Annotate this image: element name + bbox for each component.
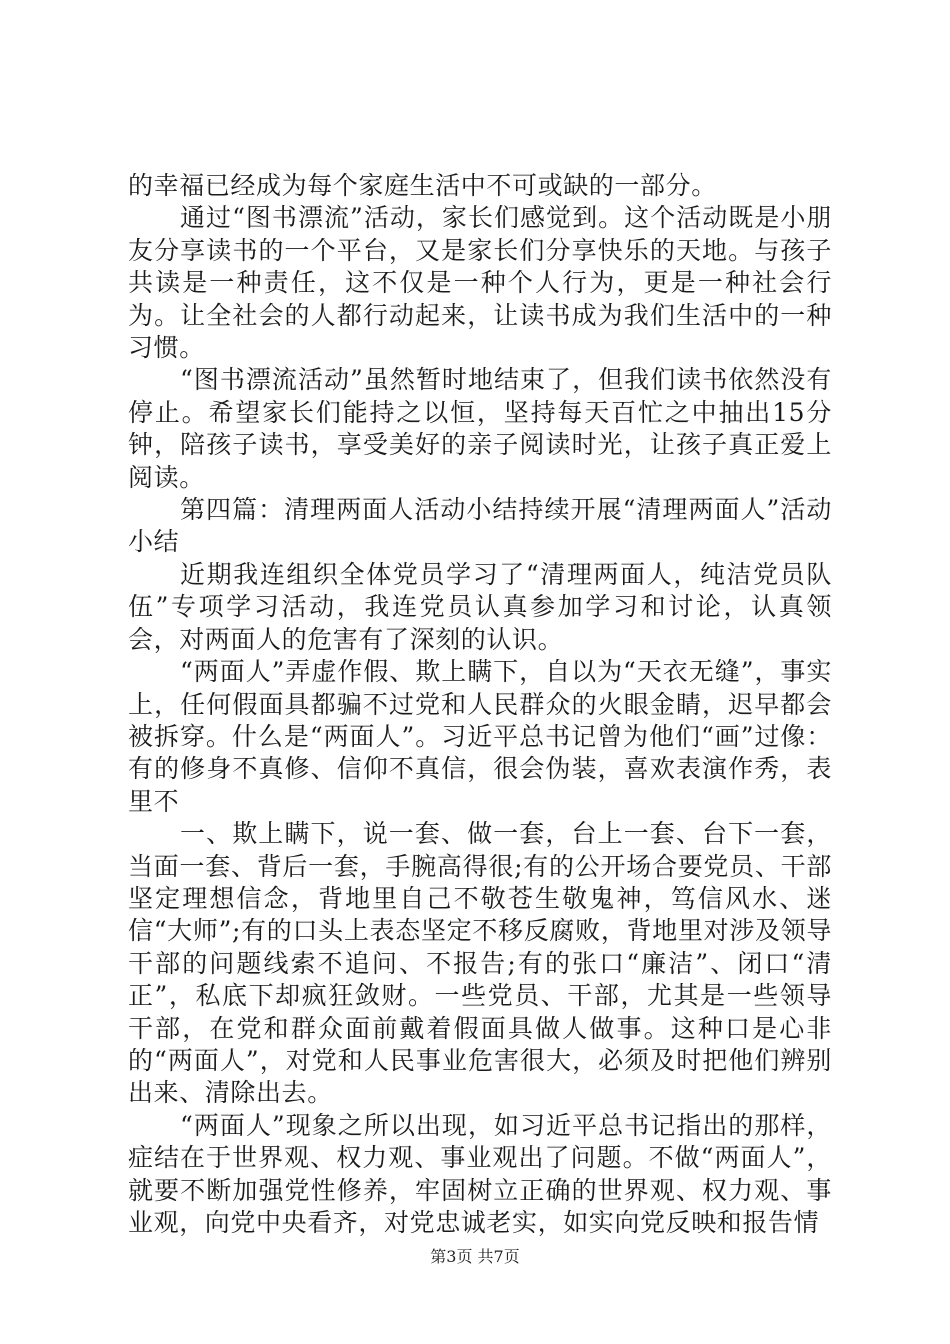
paragraph: 近期我连组织全体党员学习了“清理两面人，纯洁党员队伍”专项学习活动，我连党员认真参加学习和讨论，认真领会，对两面人的危害有了深刻的认识。 <box>128 559 832 654</box>
page-number-footer: 第3页 共7页 <box>430 1247 520 1266</box>
paragraph: 的幸福已经成为每个家庭生活中不可或缺的一部分。 <box>128 171 717 200</box>
paragraph: “两面人”现象之所以出现，如习近平总书记指出的那样，症结在于世界观、权力观、事业观出了问题。不做“两面人”，就要不断加强党性修养，牢固树立正确的世界观、权力观、事业观，向党中央看齐，对党忠诚老实，如实向党反映和报告情 <box>128 1110 832 1237</box>
paragraph: “两面人”弄虚作假、欺上瞒下，自以为“天衣无缝”，事实上，任何假面具都骗不过党和人民群众的火眼金睛，迟早都会被拆穿。什么是“两面人”。习近平总书记曾为他们“画”过像：有的修身不真修、信仰不真信，很会伪装，喜欢表演作秀，表里不 <box>128 657 832 816</box>
section-heading: 第四篇：清理两面人活动小结持续开展“清理两面人”活动小结 <box>128 495 832 557</box>
document-body <box>128 170 832 1239</box>
paragraph: 通过“图书漂流”活动，家长们感觉到。这个活动既是小朋友分享读书的一个平台，又是家长们分享快乐的天地。与孩子共读是一种责任，这不仅是一种个人行为，更是一种社会行为。让全社会的人都行动起来，让读书成为我们生活中的一种习惯。 <box>128 203 832 363</box>
paragraph: 一、欺上瞒下，说一套、做一套，台上一套、台下一套，当面一套、背后一套，手腕高得很;有的公开场合要党员、干部坚定理想信念，背地里自己不敬苍生敬鬼神，笃信风水、迷信“大师”;有的口头上表态坚定不移反腐败，背地里对涉及领导干部的问题线索不追问、不报告;有的张口“廉洁”、闭口“清正”，私底下却疯狂敛财。一些党员、干部，尤其是一些领导干部，在党和群众面前戴着假面具做人做事。这种口是心非的“两面人”，对党和人民事业危害很大，必须及时把他们辨别出来、清除出去。 <box>128 819 832 1108</box>
paragraph: “图书漂流活动”虽然暂时地结束了，但我们读书依然没有停止。希望家长们能持之以恒，坚持每天百忙之中抽出15分钟，陪孩子读书，享受美好的亲子阅读时光，让孩子真正爱上阅读。 <box>128 365 832 492</box>
